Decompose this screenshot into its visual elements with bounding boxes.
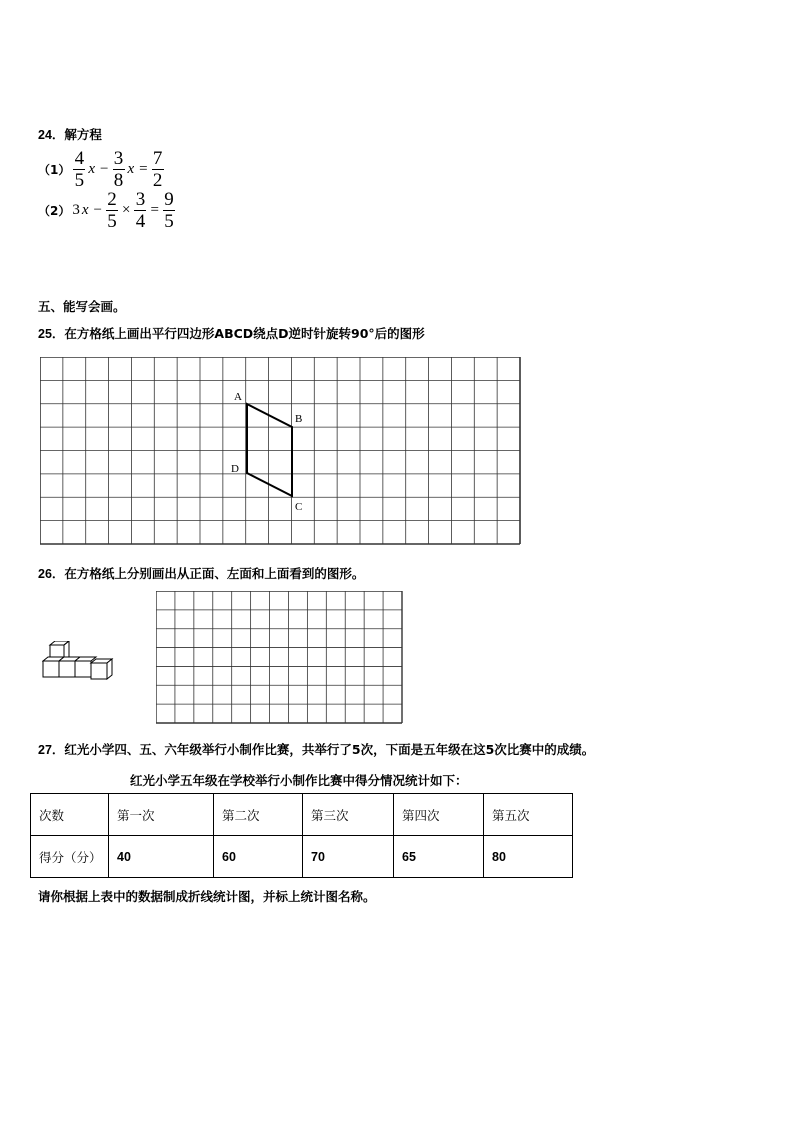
q27-prompt [38, 739, 594, 758]
grid-lines [156, 591, 402, 723]
grid-lines [40, 357, 520, 544]
eq1-b-numerator: 3 [113, 148, 124, 169]
q25-grid-paper[interactable] [40, 357, 521, 545]
eq2-fraction-a [106, 190, 118, 231]
score-cell: 70 [303, 836, 394, 878]
q27-score-table [30, 793, 573, 878]
q25-number: 25． [38, 327, 65, 341]
eq1-var-x1: x [88, 161, 96, 177]
eq1-fraction-a [73, 149, 85, 190]
vertex-label-b: B [295, 413, 303, 425]
table-row [31, 836, 573, 878]
table-header-row [31, 794, 573, 836]
eq1-fraction-b [113, 149, 125, 190]
q26-grid-paper[interactable] [156, 591, 403, 724]
eq2-equals: = [150, 202, 159, 218]
vertex-label-c: C [295, 501, 303, 513]
eq1-a-denominator: 5 [74, 170, 85, 191]
header-cell: 第三次 [303, 794, 394, 836]
eq1-b-denominator: 8 [113, 170, 124, 191]
q24-title: 解方程 [64, 127, 102, 142]
eq2-coefficient: 3 [72, 202, 80, 218]
vertex-label-a: A [234, 391, 242, 403]
header-cell: 第一次 [109, 794, 214, 836]
eq2-b-denominator: 4 [135, 211, 146, 232]
q26-cube-figure [42, 641, 118, 683]
eq2-label: （2） [38, 204, 71, 218]
q24-number: 24． [38, 128, 65, 142]
score-cell: 60 [214, 836, 303, 878]
q24-equation-1 [38, 149, 165, 190]
vertex-label-d: D [231, 463, 239, 475]
eq2-var-x: x [81, 202, 89, 218]
eq2-a-numerator: 2 [107, 189, 117, 210]
q27-number: 27． [38, 743, 65, 757]
q27-instruction: 请你根据上表中的数据制成折线统计图，并标上统计图名称。 [38, 889, 376, 904]
eq1-label: （1） [38, 163, 71, 177]
score-cell: 40 [109, 836, 214, 878]
eq2-minus: − [93, 202, 102, 218]
q25-prompt [38, 323, 425, 342]
q25-text: 在方格纸上画出平行四边形ABCD绕点D逆时针旋转90°后的图形 [64, 326, 425, 341]
eq2-times: × [122, 202, 131, 218]
parallelogram-abcd [247, 404, 292, 496]
header-cell: 第四次 [394, 794, 484, 836]
score-cell: 65 [394, 836, 484, 878]
score-cell: 80 [484, 836, 573, 878]
eq1-fraction-c [152, 149, 164, 190]
eq2-c-denominator: 5 [164, 211, 174, 232]
eq1-c-denominator: 2 [152, 170, 163, 191]
q27-table-caption: 红光小学五年级在学校举行小制作比赛中得分情况统计如下： [130, 773, 468, 788]
eq1-minus: − [100, 161, 109, 177]
eq1-var-x2: x [127, 161, 135, 177]
q24-heading [38, 124, 102, 143]
eq2-c-numerator: 9 [164, 189, 174, 210]
eq1-c-numerator: 7 [152, 148, 163, 169]
eq1-equals: = [139, 161, 148, 177]
eq2-b-numerator: 3 [135, 189, 146, 210]
q26-number: 26． [38, 567, 65, 581]
q27-text: 红光小学四、五、六年级举行小制作比赛，共举行了5次，下面是五年级在这5次比赛中的成绩。 [64, 742, 595, 757]
eq1-a-numerator: 4 [74, 148, 85, 169]
eq2-fraction-b [134, 190, 146, 231]
q26-text: 在方格纸上分别画出从正面、左面和上面看到的图形。 [64, 566, 365, 581]
row-label-cell: 得分（分） [31, 836, 109, 878]
q26-prompt [38, 563, 364, 582]
eq2-a-denominator: 5 [107, 211, 117, 232]
section-5-title: 五、能写会画。 [38, 299, 126, 314]
q24-equation-2 [38, 190, 176, 231]
header-cell: 第五次 [484, 794, 573, 836]
header-cell: 次数 [31, 794, 109, 836]
header-cell: 第二次 [214, 794, 303, 836]
eq2-fraction-c [163, 190, 175, 231]
